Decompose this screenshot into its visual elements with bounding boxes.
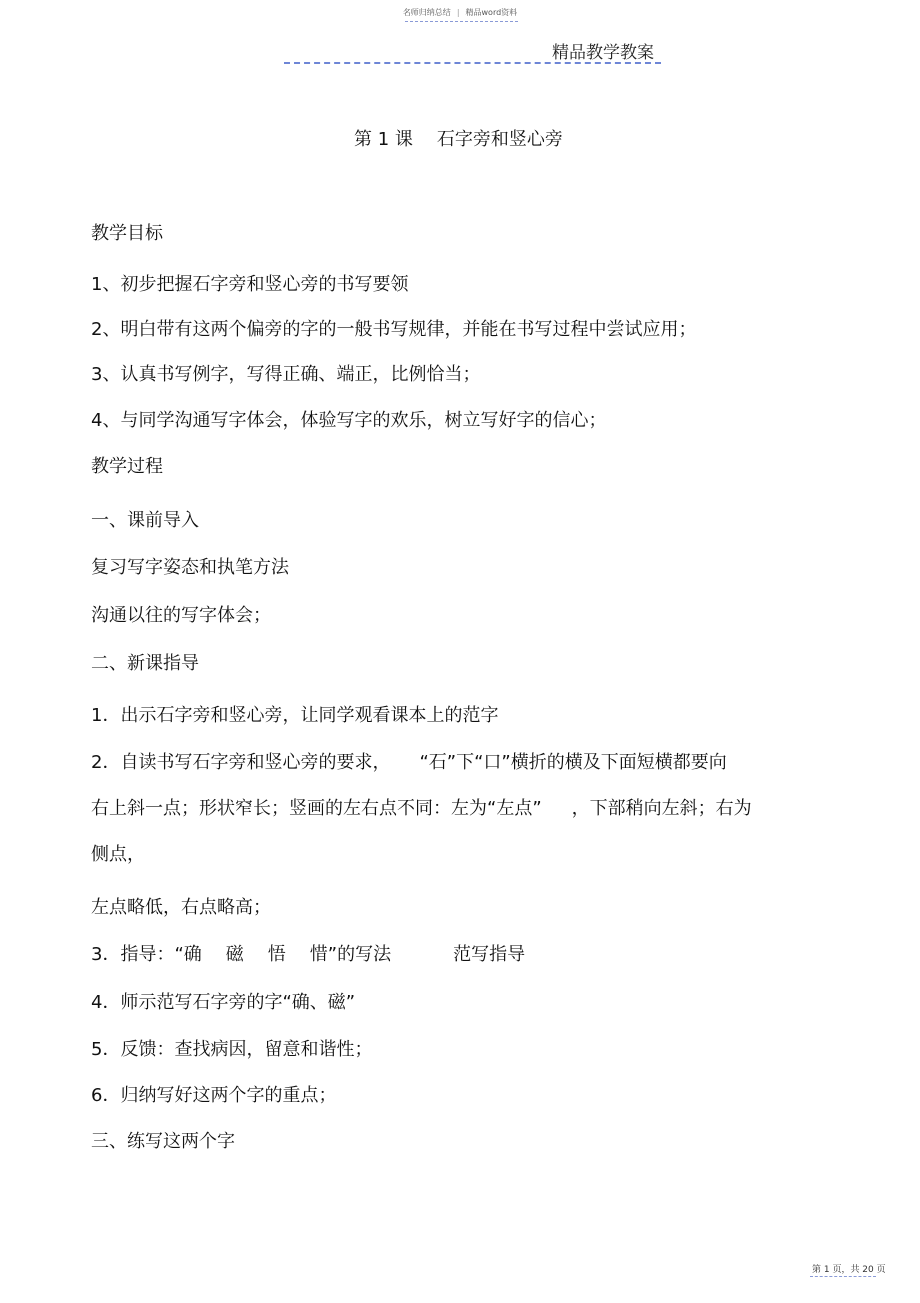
section3-title: 三、练写这两个字 [91,1131,235,1152]
step-2-a: 2．自读书写石字旁和竖心旁的要求， [91,752,391,773]
step-3-tail: ”的写法 [327,944,392,965]
step-1: 1．出示石字旁和竖心旁，让同学观看课本上的范字 [91,705,499,726]
goal-item-4: 4、与同学沟通写字体会，体验写字的欢乐，树立写好字的信心； [91,410,607,431]
header-title: 精品教学教案 [552,43,654,63]
step-3-prefix: 3．指导： [91,944,175,965]
step-2-line-3: 侧点， [91,844,145,865]
banner-separator: | [456,8,460,17]
lesson-title [354,125,563,151]
step-2-d: ，下部稍向左斜；右为 [571,798,752,819]
header-underline [284,62,661,64]
step-3-char-1: 确 [183,944,202,965]
step-5: 5．反馈：查找病因，留意和谐性； [91,1039,373,1060]
banner-right-text: 精品word资料 [465,8,518,17]
banner-underline [405,21,518,22]
section2-title: 二、新课指导 [91,653,199,674]
step-4: 4．师示范写石字旁的字“确、磁” [91,992,356,1013]
footer-underline [810,1276,876,1277]
goal-item-3: 3、认真书写例字，写得正确、端正，比例恰当； [91,364,481,385]
top-banner [0,7,920,18]
goal-item-2: 2、明白带有这两个偏旁的字的一般书写规律，并能在书写过程中尝试应用； [91,319,697,340]
goal-item-1: 1、初步把握石字旁和竖心旁的书写要领 [91,274,409,295]
step-3-open-quote: “ [174,944,184,965]
step-3 [91,940,525,966]
banner-left-text: 名师归纳总结 [402,8,451,17]
step-2-b: “石”下“口”横折的横及下面短横都要向 [419,752,727,773]
lesson-number: 第 1 课 [354,129,413,150]
process-heading: 教学过程 [91,456,163,477]
step-2-line-2 [91,794,752,820]
section1-title: 一、课前导入 [91,510,199,531]
goals-heading: 教学目标 [91,223,163,244]
step-3-demo: 范写指导 [453,944,526,965]
page-footer: 第 1 页，共 20 页 [812,1265,886,1275]
step-2-c: 右上斜一点；形状窄长；竖画的左右点不同：左为“左点” [91,798,542,819]
step-3-char-4: 惜 [309,944,328,965]
step-3-char-3: 悟 [267,944,286,965]
section1-line-1: 复习写字姿态和执笔方法 [91,557,289,578]
step-3-char-2: 磁 [225,944,244,965]
lesson-name: 石字旁和竖心旁 [436,129,563,150]
step-2-line-4: 左点略低，右点略高； [91,897,271,918]
step-2-line-1 [91,748,727,774]
section1-line-2: 沟通以往的写字体会； [91,605,271,626]
step-6: 6．归纳写好这两个字的重点； [91,1085,337,1106]
